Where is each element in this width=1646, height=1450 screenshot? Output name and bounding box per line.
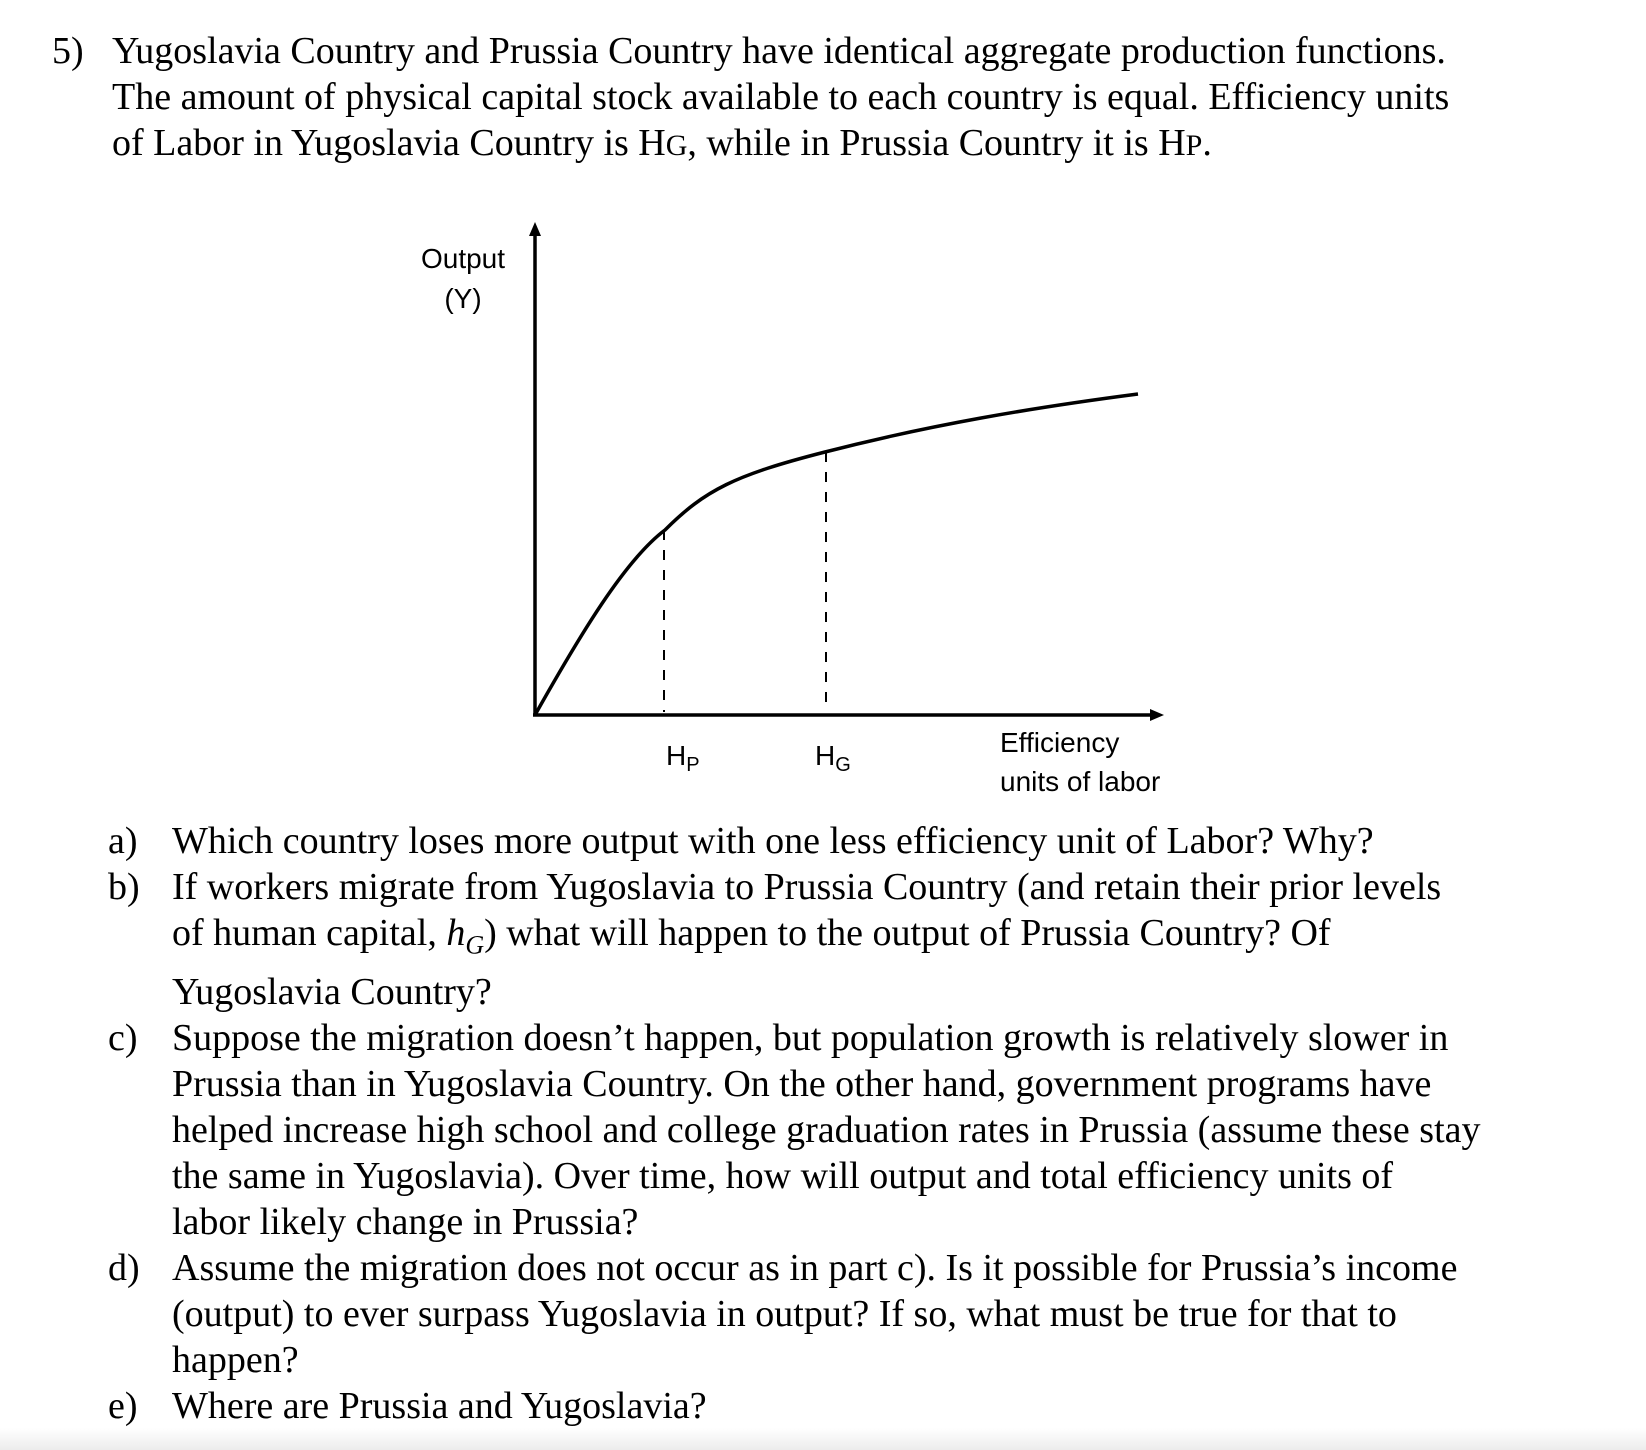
x-axis-label-line2: units of labor — [1000, 766, 1161, 797]
part-b-line-3: Yugoslavia Country? — [172, 970, 492, 1013]
production-curve — [535, 394, 1138, 715]
hg-label-sub: G — [835, 754, 851, 776]
stem-hg-subscript: G — [665, 129, 688, 162]
y-axis-label-line2: (Y) — [444, 283, 482, 314]
part-c-line-2: Prussia than in Yugoslavia Country. On the other hand, government programs have — [172, 1062, 1432, 1105]
x-axis-label-line1: Efficiency — [1000, 727, 1120, 758]
stem-hp-subscript: P — [1185, 129, 1203, 162]
part-d-line-3: happen? — [172, 1338, 299, 1381]
part-b-line-1: If workers migrate from Yugoslavia to Prussia Country (and retain their prior levels — [172, 866, 1442, 908]
hp-label-sub: P — [686, 754, 700, 776]
part-c-line-3: helped increase high school and college graduation rates in Prussia (assume these stay — [172, 1108, 1481, 1151]
part-e-line-1: Where are Prussia and Yugoslavia? — [172, 1384, 707, 1427]
hp-label-main: H — [666, 740, 687, 771]
part-b-hg-symbol — [446, 912, 485, 960]
part-b-h: h — [446, 912, 466, 954]
part-e-letter: e) — [108, 1384, 138, 1427]
part-b — [108, 864, 1608, 1015]
part-b-line-2-end: ) what will happen to the output of Prussia Country? Of — [484, 912, 1331, 954]
hg-label-main: H — [815, 740, 836, 771]
part-b-line-2 — [172, 910, 1608, 969]
part-a-line-1: Which country loses more output with one less efficiency unit of Labor? Why? — [172, 820, 1374, 862]
part-a-letter: a) — [108, 820, 138, 862]
hg-label — [815, 740, 851, 776]
part-d-line-1: Assume the migration does not occur as in part c). Is it possible for Prussia’s income — [172, 1246, 1458, 1289]
stem-line-1: Yugoslavia Country and Prussia Country have identical aggregate production functions. — [112, 30, 1446, 72]
part-d — [108, 1245, 1608, 1383]
part-c-line-5: labor likely change in Prussia? — [172, 1200, 639, 1243]
stem-line-3-start: of Labor in Yugoslavia Country is H — [112, 122, 666, 164]
part-b-line-2-start: of human capital, — [172, 912, 447, 954]
part-c-line-1: Suppose the migration doesn’t happen, but population growth is relatively slower in — [172, 1016, 1449, 1059]
part-a — [108, 818, 1608, 864]
part-b-letter: b) — [108, 866, 140, 908]
part-d-line-2: (output) to ever surpass Yugoslavia in output? If so, what must be true for that to — [172, 1292, 1397, 1335]
y-axis-label-line1: Output — [420, 243, 506, 274]
sub-questions — [108, 818, 1608, 1429]
page-bottom-edge — [0, 1428, 1646, 1450]
hp-label — [666, 740, 700, 776]
stem-line-3-end: . — [1202, 122, 1212, 164]
stem-line-2: The amount of physical capital stock available to each country is equal. Efficiency units — [112, 76, 1450, 118]
part-e — [108, 1383, 1608, 1429]
question-number: 5) — [52, 30, 84, 72]
x-axis-arrowhead — [1150, 709, 1164, 721]
part-c-letter: c) — [108, 1016, 138, 1059]
part-c-line-4: the same in Yugoslavia). Over time, how will output and total efficiency units of — [172, 1154, 1394, 1197]
part-d-letter: d) — [108, 1246, 140, 1289]
part-b-g-sub: G — [465, 930, 485, 960]
stem-line-3-mid: , while in Prussia Country it is H — [687, 122, 1186, 164]
y-axis-arrowhead — [529, 222, 541, 236]
part-c — [108, 1015, 1608, 1245]
